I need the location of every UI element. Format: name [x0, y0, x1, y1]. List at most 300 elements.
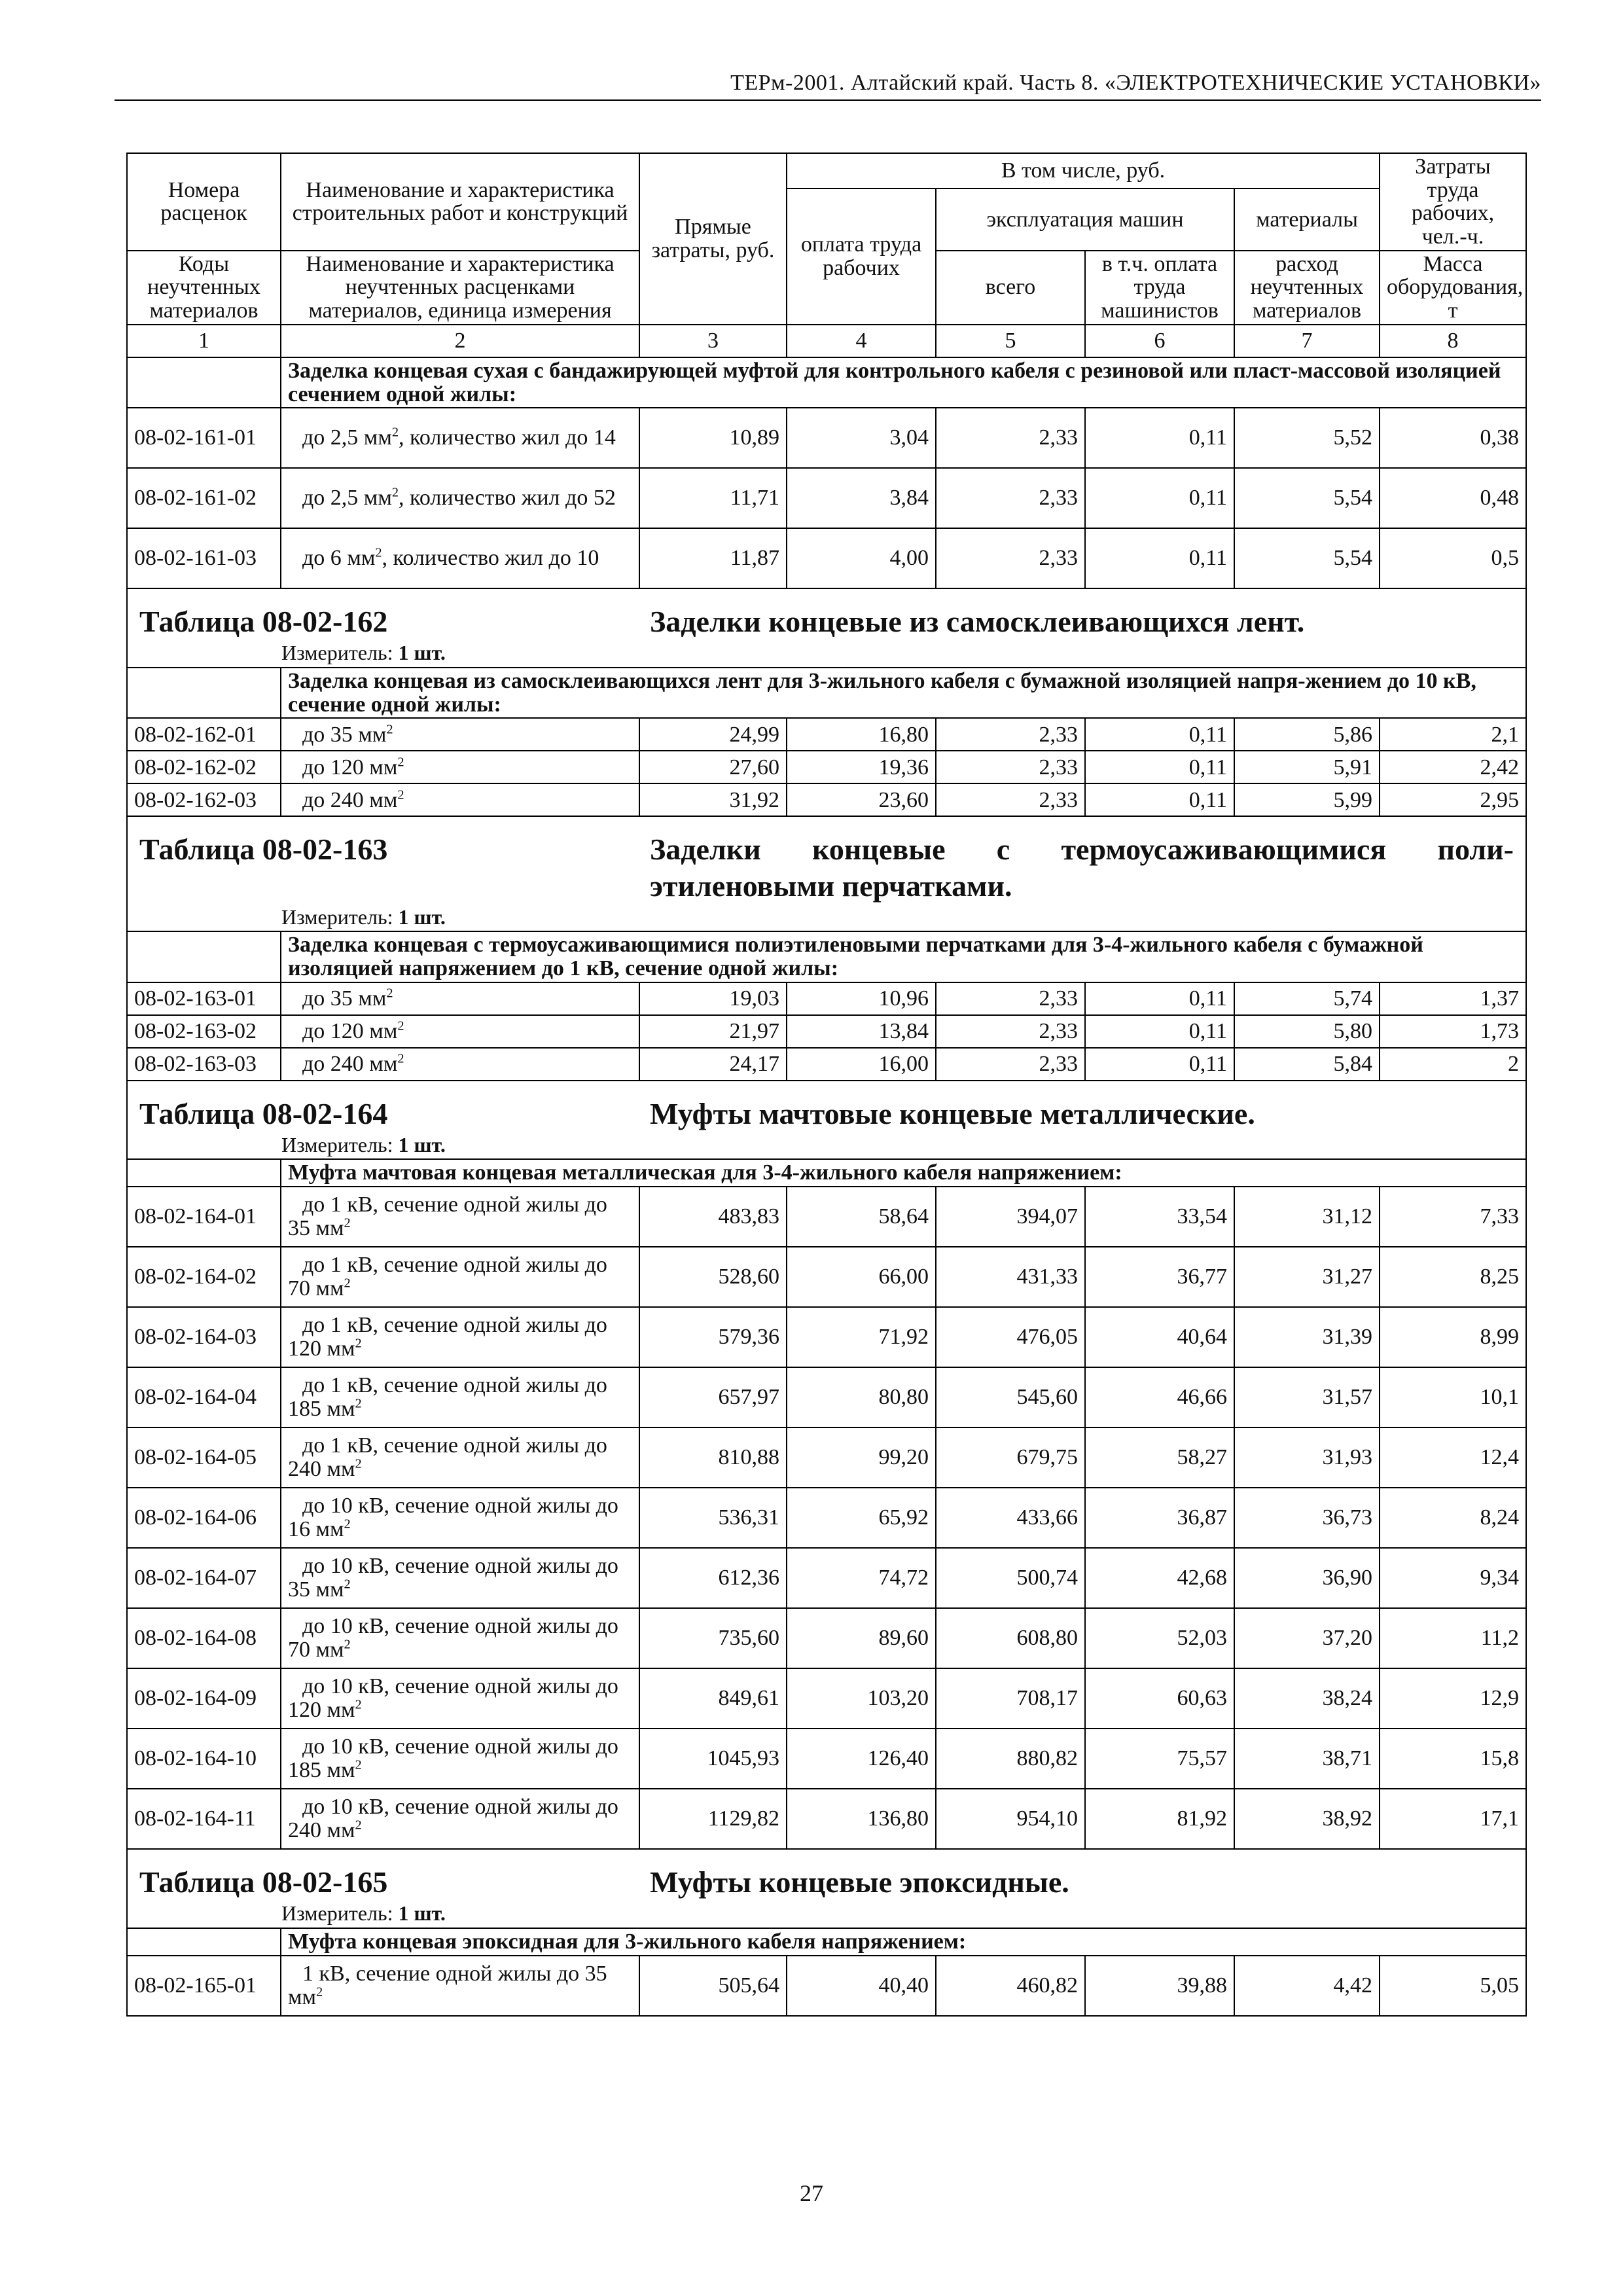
direct-costs-value: 11,87: [639, 528, 787, 588]
machinist-wages-value: 0,11: [1085, 783, 1234, 816]
group-description: Заделка концевая сухая с бандажирующей муфтой для контрольного кабеля с резиновой или пласт-массовой изоляцией сечением одной жилы:: [281, 357, 1526, 408]
description-text: до 35 мм: [302, 986, 387, 1011]
work-description: [281, 528, 639, 588]
work-description: [281, 468, 639, 528]
table-row: [127, 1729, 1526, 1789]
header-row-1: [127, 153, 1526, 188]
wages-value: 4,00: [787, 528, 936, 588]
rate-code: 08-02-164-03: [127, 1307, 281, 1367]
col-header-wages: оплата труда рабочих: [787, 188, 936, 325]
machines-total-value: 2,33: [936, 751, 1085, 783]
direct-costs-value: 24,17: [639, 1048, 787, 1081]
equipment-mass-value: 8,25: [1380, 1247, 1526, 1307]
work-description: [281, 1048, 639, 1081]
machinist-wages-value: 58,27: [1085, 1427, 1234, 1488]
meter-row: [127, 904, 1526, 932]
group-code-cell: [127, 1159, 281, 1187]
machines-total-value: 500,74: [936, 1548, 1085, 1608]
group-code-cell: [127, 931, 281, 982]
machinist-wages-value: 36,77: [1085, 1247, 1234, 1307]
direct-costs-value: 24,99: [639, 718, 787, 751]
table-row: [127, 1668, 1526, 1729]
table-row: [127, 1048, 1526, 1081]
table-title-row: [127, 1849, 1526, 1900]
machines-total-value: 476,05: [936, 1307, 1085, 1367]
equipment-mass-value: 0,48: [1380, 468, 1526, 528]
wages-value: 3,84: [787, 468, 936, 528]
machinist-wages-value: 39,88: [1085, 1956, 1234, 2016]
wages-value: 66,00: [787, 1247, 936, 1307]
superscript: 2: [344, 1637, 351, 1652]
equipment-mass-value: 0,5: [1380, 528, 1526, 588]
work-description: [281, 1488, 639, 1548]
description-text: до 10 кВ, сечение одной жилы до 35 мм: [288, 1554, 618, 1602]
direct-costs-value: 31,92: [639, 783, 787, 816]
rate-code: 08-02-164-05: [127, 1427, 281, 1488]
description-text: до 2,5 мм: [302, 425, 392, 450]
labor-costs-value: 5,80: [1234, 1015, 1380, 1048]
machines-total-value: 2,33: [936, 718, 1085, 751]
table-title-cell: [127, 588, 1526, 639]
table-row: [127, 468, 1526, 528]
machines-total-value: 2,33: [936, 783, 1085, 816]
direct-costs-value: 1045,93: [639, 1729, 787, 1789]
equipment-mass-value: 1,73: [1380, 1015, 1526, 1048]
labor-costs-value: 4,42: [1234, 1956, 1380, 2016]
table-row: [127, 718, 1526, 751]
wages-value: 103,20: [787, 1668, 936, 1729]
direct-costs-value: 536,31: [639, 1488, 787, 1548]
table-row: [127, 1367, 1526, 1427]
machinist-wages-value: 60,63: [1085, 1668, 1234, 1729]
direct-costs-value: 21,97: [639, 1015, 787, 1048]
labor-costs-value: 31,93: [1234, 1427, 1380, 1488]
labor-costs-value: 5,91: [1234, 751, 1380, 783]
labor-costs-value: 31,57: [1234, 1367, 1380, 1427]
direct-costs-value: 505,64: [639, 1956, 787, 2016]
col-header-materials: материалы: [1234, 188, 1380, 251]
work-description: [281, 408, 639, 468]
machines-total-value: 2,33: [936, 468, 1085, 528]
wages-value: 80,80: [787, 1367, 936, 1427]
superscript: 2: [344, 1215, 351, 1230]
work-description: [281, 982, 639, 1015]
labor-costs-value: 31,39: [1234, 1307, 1380, 1367]
wages-value: 71,92: [787, 1307, 936, 1367]
work-description: [281, 1956, 639, 2016]
machinist-wages-value: 42,68: [1085, 1548, 1234, 1608]
table-row: [127, 1548, 1526, 1608]
work-description: [281, 783, 639, 816]
equipment-mass-value: 2,95: [1380, 783, 1526, 816]
rate-code: 08-02-163-03: [127, 1048, 281, 1081]
labor-costs-value: 5,52: [1234, 408, 1380, 468]
group-row: [127, 1159, 1526, 1187]
meter-row: [127, 639, 1526, 668]
col-header-machines: эксплуатация машин: [936, 188, 1234, 251]
group-code-cell: [127, 668, 281, 718]
col-header-rate-numbers: Номера расценок: [127, 153, 281, 251]
table-title: Заделки концевые с термоусаживающимися поли-этиленовыми перчатками.: [650, 833, 1514, 903]
table-row: [127, 528, 1526, 588]
description-text: до 10 кВ, сечение одной жилы до 120 мм: [288, 1674, 618, 1723]
direct-costs-value: 849,61: [639, 1668, 787, 1729]
col-header-material-names: Наименование и характеристика неучтенных расценками материалов, единица измерения: [281, 251, 639, 325]
superscript: 2: [355, 1456, 362, 1471]
description-text: до 10 кВ, сечение одной жилы до 185 мм: [288, 1734, 618, 1783]
column-number: 8: [1380, 325, 1526, 357]
work-description: [281, 1015, 639, 1048]
labor-costs-value: 5,99: [1234, 783, 1380, 816]
table-row: [127, 1789, 1526, 1849]
labor-costs-value: 5,84: [1234, 1048, 1380, 1081]
column-number: 2: [281, 325, 639, 357]
machinist-wages-value: 0,11: [1085, 751, 1234, 783]
rate-code: 08-02-162-01: [127, 718, 281, 751]
col-header-machines-total: всего: [936, 251, 1085, 325]
equipment-mass-value: 2,42: [1380, 751, 1526, 783]
rate-code: 08-02-162-02: [127, 751, 281, 783]
group-row: [127, 668, 1526, 718]
machinist-wages-value: 0,11: [1085, 1015, 1234, 1048]
col-header-direct-costs: Прямые затраты, руб.: [639, 153, 787, 325]
labor-costs-value: 5,54: [1234, 528, 1380, 588]
meter-value: 1 шт.: [398, 641, 446, 665]
group-code-cell: [127, 1928, 281, 1956]
wages-value: 74,72: [787, 1548, 936, 1608]
wages-value: 40,40: [787, 1956, 936, 2016]
column-number: 1: [127, 325, 281, 357]
description-text: до 10 кВ, сечение одной жилы до 16 мм: [288, 1494, 618, 1542]
superscript: 2: [375, 546, 382, 561]
labor-costs-value: 38,71: [1234, 1729, 1380, 1789]
superscript: 2: [355, 1697, 362, 1712]
work-description: [281, 1608, 639, 1668]
rate-code: 08-02-164-06: [127, 1488, 281, 1548]
equipment-mass-value: 12,4: [1380, 1427, 1526, 1488]
superscript: 2: [344, 1516, 351, 1532]
machinist-wages-value: 0,11: [1085, 718, 1234, 751]
work-description: [281, 1729, 639, 1789]
superscript: 2: [386, 986, 393, 1001]
description-text: до 1 кВ, сечение одной жилы до 35 мм: [288, 1193, 607, 1241]
machinist-wages-value: 46,66: [1085, 1367, 1234, 1427]
table-row: [127, 982, 1526, 1015]
col-header-work-name: Наименование и характеристика строительных работ и конструкций: [281, 153, 639, 251]
machines-total-value: 2,33: [936, 408, 1085, 468]
table-number: Таблица 08-02-162: [139, 605, 388, 639]
labor-costs-value: 31,27: [1234, 1247, 1380, 1307]
rate-code: 08-02-161-03: [127, 528, 281, 588]
direct-costs-value: 528,60: [639, 1247, 787, 1307]
column-numbers-row: [127, 325, 1526, 357]
work-description: [281, 1247, 639, 1307]
superscript: 2: [391, 486, 399, 501]
running-header: ТЕРм-2001. Алтайский край. Часть 8. «ЭЛЕКТРОТЕХНИЧЕСКИЕ УСТАНОВКИ»: [115, 71, 1541, 101]
meter-row: [127, 1900, 1526, 1928]
rate-code: 08-02-161-02: [127, 468, 281, 528]
equipment-mass-value: 2: [1380, 1048, 1526, 1081]
work-description: [281, 1187, 639, 1247]
direct-costs-value: 483,83: [639, 1187, 787, 1247]
description-text: до 1 кВ, сечение одной жилы до 70 мм: [288, 1253, 607, 1301]
col-header-including: В том числе, руб.: [787, 153, 1380, 188]
superscript: 2: [391, 425, 399, 440]
superscript: 2: [397, 1018, 404, 1033]
wages-value: 10,96: [787, 982, 936, 1015]
machines-total-value: 394,07: [936, 1187, 1085, 1247]
work-description: [281, 1548, 639, 1608]
wages-value: 3,04: [787, 408, 936, 468]
equipment-mass-value: 8,24: [1380, 1488, 1526, 1548]
rate-code: 08-02-164-02: [127, 1247, 281, 1307]
column-number: 7: [1234, 325, 1380, 357]
direct-costs-value: 579,36: [639, 1307, 787, 1367]
rate-code: 08-02-164-09: [127, 1668, 281, 1729]
description-text: до 120 мм: [302, 755, 398, 780]
equipment-mass-value: 9,34: [1380, 1548, 1526, 1608]
direct-costs-value: 810,88: [639, 1427, 787, 1488]
table-title-row: [127, 816, 1526, 903]
table-heading: [139, 603, 1514, 639]
group-description: Муфта мачтовая концевая металлическая для 3-4-жильного кабеля напряжением:: [281, 1159, 1526, 1187]
table-heading: [139, 1864, 1514, 1900]
table-title: Заделки концевые из самосклеивающихся лент.: [650, 605, 1305, 639]
machines-total-value: 2,33: [936, 982, 1085, 1015]
rate-code: 08-02-164-08: [127, 1608, 281, 1668]
table-title: Муфты концевые эпоксидные.: [650, 1865, 1069, 1899]
description-text-tail: , количество жил до 10: [382, 546, 599, 571]
direct-costs-value: 10,89: [639, 408, 787, 468]
description-text: до 2,5 мм: [302, 486, 392, 511]
labor-costs-value: 31,12: [1234, 1187, 1380, 1247]
rate-code: 08-02-162-03: [127, 783, 281, 816]
table-row: [127, 1247, 1526, 1307]
machinist-wages-value: 36,87: [1085, 1488, 1234, 1548]
table-row: [127, 783, 1526, 816]
superscript: 2: [355, 1396, 362, 1411]
direct-costs-value: 657,97: [639, 1367, 787, 1427]
equipment-mass-value: 15,8: [1380, 1729, 1526, 1789]
superscript: 2: [355, 1757, 362, 1772]
machinist-wages-value: 0,11: [1085, 528, 1234, 588]
meter-value: 1 шт.: [398, 905, 446, 929]
labor-costs-value: 36,73: [1234, 1488, 1380, 1548]
equipment-mass-value: 11,2: [1380, 1608, 1526, 1668]
rate-code: 08-02-161-01: [127, 408, 281, 468]
labor-costs-value: 37,20: [1234, 1608, 1380, 1668]
meter-label: Измеритель:: [281, 641, 393, 665]
col-header-equipment-mass: Масса оборудования, т: [1380, 251, 1526, 325]
equipment-mass-value: 0,38: [1380, 408, 1526, 468]
table-row: [127, 1608, 1526, 1668]
col-header-machinist-wages: в т.ч. оплата труда машинистов: [1085, 251, 1234, 325]
equipment-mass-value: 17,1: [1380, 1789, 1526, 1849]
description-text: до 6 мм: [302, 546, 376, 571]
superscript: 2: [316, 1984, 323, 2000]
equipment-mass-value: 12,9: [1380, 1668, 1526, 1729]
equipment-mass-value: 5,05: [1380, 1956, 1526, 2016]
machinist-wages-value: 75,57: [1085, 1729, 1234, 1789]
superscript: 2: [344, 1276, 351, 1291]
rate-code: 08-02-164-10: [127, 1729, 281, 1789]
wages-value: 58,64: [787, 1187, 936, 1247]
work-description: [281, 1668, 639, 1729]
wages-value: 13,84: [787, 1015, 936, 1048]
superscript: 2: [355, 1818, 362, 1833]
table-body: [127, 153, 1526, 2016]
column-number: 5: [936, 325, 1085, 357]
meter-cell: [127, 1900, 1526, 1928]
labor-costs-value: 5,86: [1234, 718, 1380, 751]
table-title-cell: [127, 1849, 1526, 1900]
work-description: [281, 1307, 639, 1367]
wages-value: 16,00: [787, 1048, 936, 1081]
machines-total-value: 431,33: [936, 1247, 1085, 1307]
machinist-wages-value: 40,64: [1085, 1307, 1234, 1367]
labor-costs-value: 5,54: [1234, 468, 1380, 528]
machines-total-value: 433,66: [936, 1488, 1085, 1548]
machinist-wages-value: 0,11: [1085, 982, 1234, 1015]
machines-total-value: 880,82: [936, 1729, 1085, 1789]
group-row: [127, 931, 1526, 982]
group-row: [127, 1928, 1526, 1956]
machines-total-value: 2,33: [936, 1015, 1085, 1048]
labor-costs-value: 5,74: [1234, 982, 1380, 1015]
direct-costs-value: 27,60: [639, 751, 787, 783]
machines-total-value: 2,33: [936, 528, 1085, 588]
page-number: 27: [800, 2180, 823, 2206]
superscript: 2: [397, 1051, 404, 1066]
wages-value: 126,40: [787, 1729, 936, 1789]
machines-total-value: 608,80: [936, 1608, 1085, 1668]
description-text-tail: , количество жил до 52: [399, 486, 616, 511]
group-description: Муфта концевая эпоксидная для 3-жильного кабеля напряжением:: [281, 1928, 1526, 1956]
description-text: до 35 мм: [302, 722, 387, 747]
table-number: Таблица 08-02-164: [139, 1096, 388, 1130]
labor-costs-value: 38,92: [1234, 1789, 1380, 1849]
description-text-tail: , количество жил до 14: [399, 425, 616, 450]
col-header-material-codes: Коды неучтенных материалов: [127, 251, 281, 325]
description-text: до 1 кВ, сечение одной жилы до 185 мм: [288, 1373, 607, 1422]
table-row: [127, 1307, 1526, 1367]
work-description: [281, 751, 639, 783]
labor-costs-value: 38,24: [1234, 1668, 1380, 1729]
price-table: [126, 152, 1527, 2017]
machines-total-value: 460,82: [936, 1956, 1085, 2016]
wages-value: 99,20: [787, 1427, 936, 1488]
wages-value: 16,80: [787, 718, 936, 751]
machines-total-value: 954,10: [936, 1789, 1085, 1849]
table-heading: [139, 1096, 1514, 1132]
column-number: 4: [787, 325, 936, 357]
table-row: [127, 751, 1526, 783]
table-row: [127, 1187, 1526, 1247]
table-title: Муфты мачтовые концевые металлические.: [650, 1096, 1255, 1130]
machinist-wages-value: 81,92: [1085, 1789, 1234, 1849]
meter-label: Измеритель:: [281, 1901, 393, 1926]
description-text: до 1 кВ, сечение одной жилы до 240 мм: [288, 1433, 607, 1482]
direct-costs-value: 735,60: [639, 1608, 787, 1668]
wages-value: 136,80: [787, 1789, 936, 1849]
table-heading: [139, 831, 1514, 903]
rate-code: 08-02-164-11: [127, 1789, 281, 1849]
superscript: 2: [344, 1577, 351, 1592]
table-number: Таблица 08-02-165: [139, 1865, 388, 1899]
work-description: [281, 718, 639, 751]
table-row: [127, 408, 1526, 468]
superscript: 2: [397, 755, 404, 770]
wages-value: 89,60: [787, 1608, 936, 1668]
direct-costs-value: 612,36: [639, 1548, 787, 1608]
equipment-mass-value: 8,99: [1380, 1307, 1526, 1367]
price-table-wrapper: [126, 152, 1525, 2017]
superscript: 2: [355, 1336, 362, 1351]
direct-costs-value: 11,71: [639, 468, 787, 528]
table-title-row: [127, 588, 1526, 639]
machinist-wages-value: 33,54: [1085, 1187, 1234, 1247]
equipment-mass-value: 1,37: [1380, 982, 1526, 1015]
col-header-labor: Затраты труда рабочих, чел.-ч.: [1380, 153, 1526, 251]
description-text: до 120 мм: [302, 1018, 398, 1043]
machinist-wages-value: 0,11: [1085, 468, 1234, 528]
meter-value: 1 шт.: [398, 1132, 446, 1157]
description-text: до 10 кВ, сечение одной жилы до 70 мм: [288, 1614, 618, 1662]
table-row: [127, 1015, 1526, 1048]
labor-costs-value: 36,90: [1234, 1548, 1380, 1608]
wages-value: 19,36: [787, 751, 936, 783]
wages-value: 23,60: [787, 783, 936, 816]
rate-code: 08-02-163-02: [127, 1015, 281, 1048]
meter-label: Измеритель:: [281, 905, 393, 929]
equipment-mass-value: 10,1: [1380, 1367, 1526, 1427]
superscript: 2: [397, 787, 404, 802]
description-text: 1 кВ, сечение одной жилы до 35 мм: [288, 1961, 607, 2009]
machinist-wages-value: 0,11: [1085, 1048, 1234, 1081]
rate-code: 08-02-165-01: [127, 1956, 281, 2016]
group-description: Заделка концевая с термоусаживающимися полиэтиленовыми перчатками для 3-4-жильного кабеля с бумажной изоляцией напряжением до 1 кВ, сечение одной жилы:: [281, 931, 1526, 982]
machines-total-value: 708,17: [936, 1668, 1085, 1729]
column-number: 3: [639, 325, 787, 357]
machines-total-value: 545,60: [936, 1367, 1085, 1427]
meter-value: 1 шт.: [398, 1901, 446, 1926]
superscript: 2: [386, 722, 393, 737]
table-row: [127, 1488, 1526, 1548]
table-number: Таблица 08-02-163: [139, 833, 388, 867]
equipment-mass-value: 2,1: [1380, 718, 1526, 751]
table-title-row: [127, 1081, 1526, 1132]
direct-costs-value: 19,03: [639, 982, 787, 1015]
meter-cell: [127, 904, 1526, 932]
rate-code: 08-02-164-07: [127, 1548, 281, 1608]
rate-code: 08-02-164-04: [127, 1367, 281, 1427]
meter-row: [127, 1132, 1526, 1160]
table-title-cell: [127, 1081, 1526, 1132]
rate-code: 08-02-164-01: [127, 1187, 281, 1247]
group-row: [127, 357, 1526, 408]
col-header-unaccounted-materials: расход неучтенных материалов: [1234, 251, 1380, 325]
equipment-mass-value: 7,33: [1380, 1187, 1526, 1247]
table-row: [127, 1427, 1526, 1488]
description-text: до 10 кВ, сечение одной жилы до 240 мм: [288, 1795, 618, 1843]
work-description: [281, 1427, 639, 1488]
machines-total-value: 2,33: [936, 1048, 1085, 1081]
direct-costs-value: 1129,82: [639, 1789, 787, 1849]
table-title-cell: [127, 816, 1526, 903]
rate-code: 08-02-163-01: [127, 982, 281, 1015]
machines-total-value: 679,75: [936, 1427, 1085, 1488]
group-description: Заделка концевая из самосклеивающихся лент для 3-жильного кабеля с бумажной изоляцией напря-жением до 10 кВ, сечение одной жилы:: [281, 668, 1526, 718]
